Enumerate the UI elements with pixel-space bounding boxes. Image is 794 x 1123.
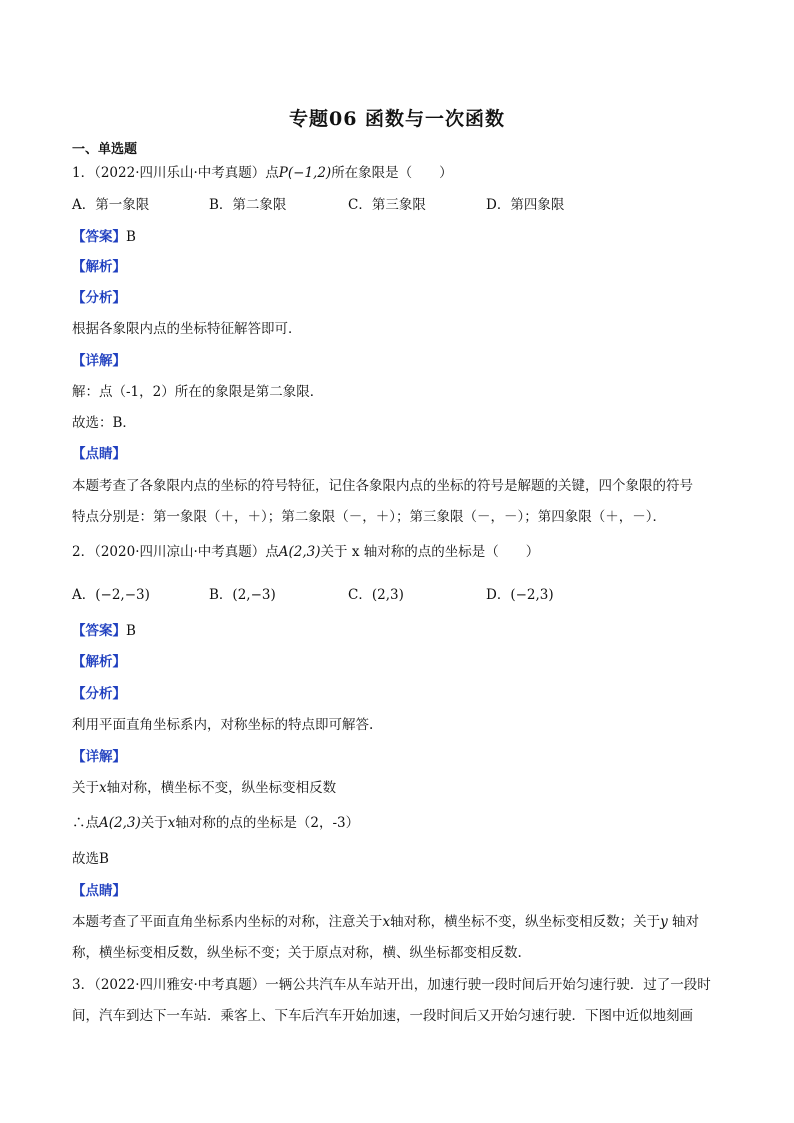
q2-point: A(2,3) bbox=[278, 544, 321, 560]
jiexi-tag: 【解析】 bbox=[72, 654, 126, 670]
q1-option-a: A．第一象限 bbox=[72, 197, 150, 213]
q1-point: P(−1,2) bbox=[278, 165, 332, 181]
q2-option-b: B．(2,−3) bbox=[209, 587, 276, 603]
q3-stem-line-1: 3．（2022·四川雅安·中考真题）一辆公共汽车从车站开出，加速行驶一段时间后开始匀速行驶．过了一段时 bbox=[72, 977, 711, 993]
dianjing-tag: 【点睛】 bbox=[72, 446, 126, 462]
q2-option-d: D．(−2,3) bbox=[486, 587, 554, 603]
q3-stem-line-2: 间，汽车到达下一车站．乘客上、下车后汽车开始加速，一段时间后又开始匀速行驶．下图中近似地刻画 bbox=[72, 1008, 693, 1024]
q1-stem-pre: 1．（2022·四川乐山·中考真题）点 bbox=[72, 165, 279, 181]
q2-stem bbox=[72, 543, 539, 561]
section-heading: 一、单选题 bbox=[72, 142, 138, 157]
q2-answer bbox=[72, 622, 136, 640]
q1-answer bbox=[72, 228, 136, 246]
q2-comment-2: 称，横坐标变相反数，纵坐标不变；关于原点对称，横、纵坐标都变相反数. bbox=[72, 945, 522, 961]
q1-option-b: B．第二象限 bbox=[209, 197, 287, 213]
xiangjie-tag: 【详解】 bbox=[72, 353, 126, 369]
q1-option-d: D．第四象限 bbox=[486, 197, 565, 213]
jiexi-tag: 【解析】 bbox=[72, 259, 126, 275]
q1-detail-1: 解：点（-1，2）所在的象限是第二象限． bbox=[72, 384, 324, 400]
answer-value: B bbox=[126, 623, 136, 639]
q2-detail-2: ∴点A(2,3)关于x轴对称的点的坐标是（2，-3） bbox=[72, 815, 360, 831]
answer-tag: 【答案】 bbox=[72, 229, 126, 245]
q2-detail-3: 故选B bbox=[72, 851, 109, 867]
page-title: 专题06 函数与一次函数 bbox=[288, 108, 506, 130]
q2-stem-pre: 2．（2020·四川凉山·中考真题）点 bbox=[72, 544, 279, 560]
q1-stem bbox=[72, 164, 453, 182]
q1-stem-post: 所在象限是（ ） bbox=[331, 165, 453, 181]
q2-fenxi-text: 利用平面直角坐标系内，对称坐标的特点即可解答. bbox=[72, 717, 374, 733]
fenxi-tag: 【分析】 bbox=[72, 686, 126, 702]
q2-option-c: C．(2,3) bbox=[348, 587, 404, 603]
q1-detail-2: 故选：B． bbox=[72, 415, 136, 431]
dianjing-tag: 【点睛】 bbox=[72, 883, 126, 899]
answer-value: B bbox=[126, 229, 136, 245]
fenxi-tag: 【分析】 bbox=[72, 290, 126, 306]
q1-comment-1: 本题考查了各象限内点的坐标的符号特征，记住各象限内点的坐标的符号是解题的关键，四个象限的符号 bbox=[72, 478, 693, 494]
q1-option-c: C．第三象限 bbox=[348, 197, 426, 213]
xiangjie-tag: 【详解】 bbox=[72, 749, 126, 765]
q2-stem-post: 关于 x 轴对称的点的坐标是（ ） bbox=[320, 544, 540, 560]
q2-comment-1: 本题考查了平面直角坐标系内坐标的对称，注意关于x轴对称，横坐标不变，纵坐标变相反数；关于y 轴对 bbox=[72, 914, 700, 930]
q1-fenxi-text: 根据各象限内点的坐标特征解答即可． bbox=[72, 321, 302, 337]
answer-tag: 【答案】 bbox=[72, 623, 126, 639]
q1-comment-2: 特点分别是：第一象限（＋，＋）；第二象限（－，＋）；第三象限（－，－）；第四象限（＋，－）． bbox=[72, 509, 666, 525]
q2-detail-1: 关于x轴对称，横坐标不变，纵坐标变相反数 bbox=[72, 780, 337, 796]
q2-option-a: A．(−2,−3) bbox=[72, 587, 150, 603]
